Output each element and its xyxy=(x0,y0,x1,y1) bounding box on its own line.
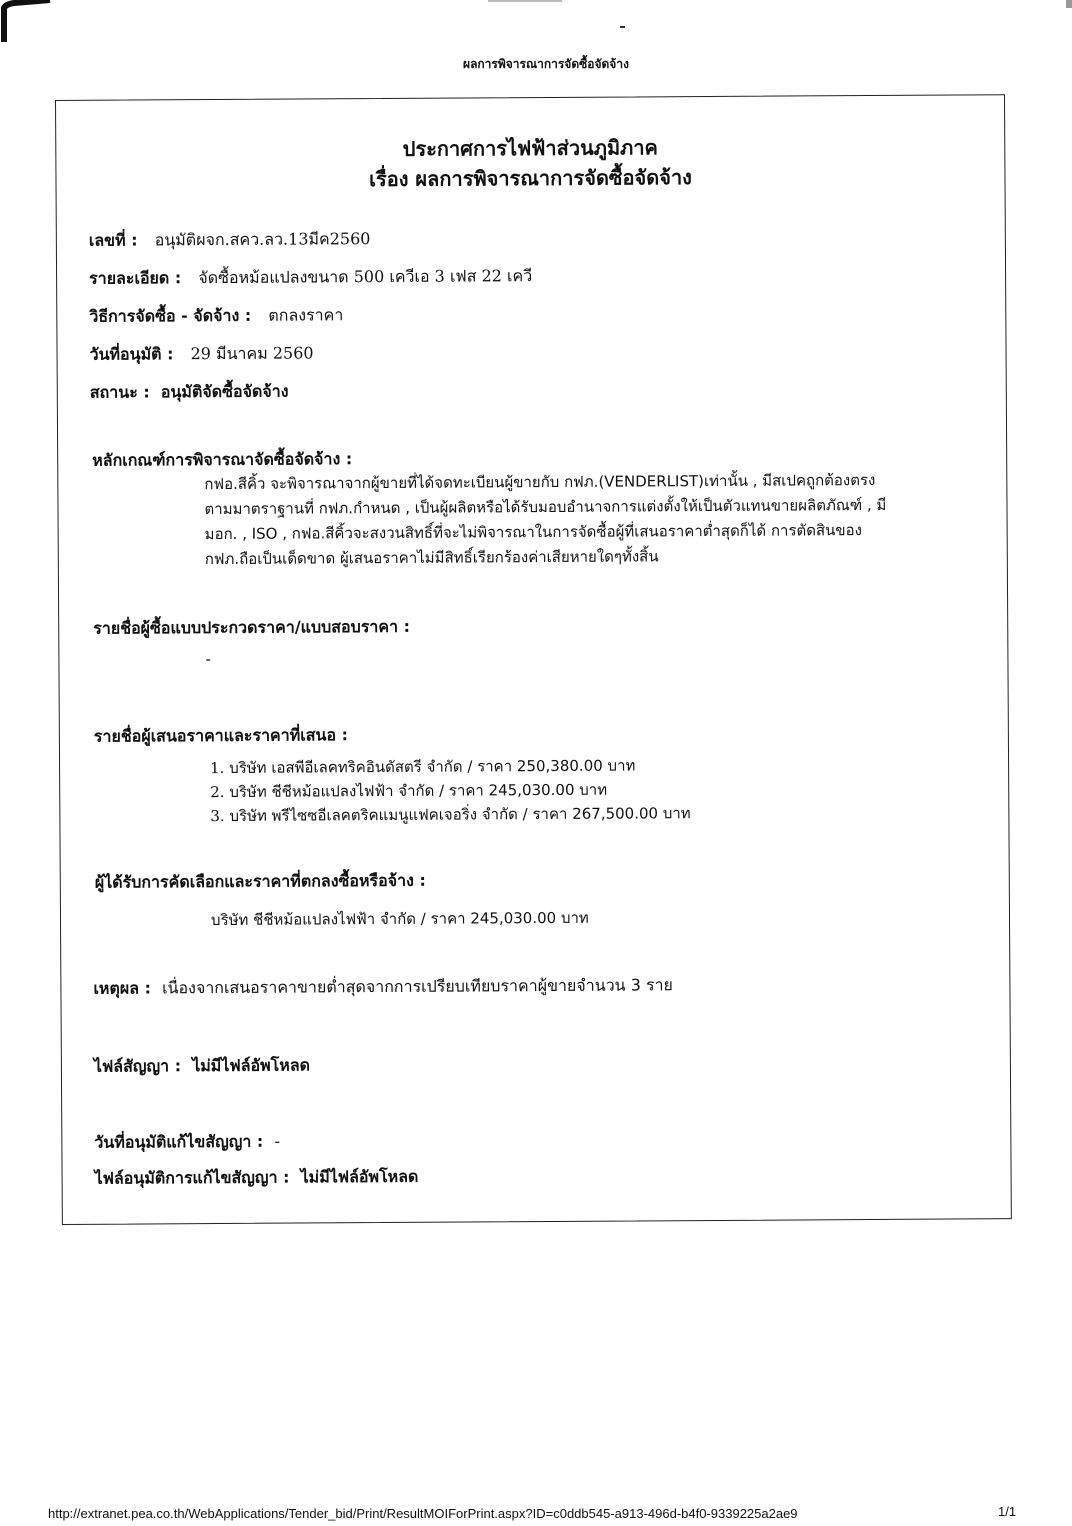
announcement-subject: เรื่อง ผลการพิจารณาการจัดซื้อจัดจ้าง xyxy=(368,165,692,192)
amend-file-row xyxy=(95,1165,419,1192)
criteria-line: กฟอ.สีคิ้ว จะพิจารณาจากผู้ขายที่ได้จดทะเบียนผู้ขายกับ กฟภ.(VENDERLIST)เท่านั้น , มีสเปคถูกต้องตรง xyxy=(204,470,876,494)
field-number xyxy=(89,227,371,254)
reason-row xyxy=(93,973,673,1002)
criteria-line: กฟภ.ถือเป็นเด็ดขาด ผู้เสนอราคาไม่มีสิทธิ์เรียกร้องค่าเสียหายใดๆทั้งสิ้น xyxy=(204,547,659,569)
bidder-index: 2. xyxy=(210,782,225,802)
criteria-heading: หลักเกณฑ์การพิจารณาจัดซื้อจัดจ้าง : xyxy=(92,449,353,470)
bidder-item xyxy=(210,801,690,828)
field-method-value: ตกลงราคา xyxy=(268,305,344,325)
contract-file-value: ไม่มีไฟล์อัพโหลด xyxy=(192,1055,311,1076)
contract-file-row xyxy=(94,1053,310,1079)
reason-label: เหตุผล : xyxy=(93,978,152,998)
criteria-line: มอก. , ISO , กฟอ.สีคิ้วจะสงวนสิทธิ์ที่จะไม่พิจารณาในการจัดซื้อผู้ที่เสนอราคาต่ำสุดก็ได้ การตัดสินของ xyxy=(204,521,863,544)
bidder-text: บริษัท พรีไซซอีเลคตริคแมนูแฟคเจอริ่ง จำกัด / ราคา 267,500.00 บาท xyxy=(229,804,691,825)
field-approve-date-value: 29 มีนาคม 2560 xyxy=(190,343,314,364)
field-number-value: อนุมัติผจก.สคว.ลว.13มีค2560 xyxy=(154,229,371,250)
field-method-label: วิธีการจัดซื้อ - จัดจ้าง : xyxy=(89,305,252,326)
buyers-value: - xyxy=(205,650,211,669)
footer-url: http://extranet.pea.co.th/WebApplications/Tender_bid/Print/ResultMOIForPrint.aspx?ID=c0ddb545-a913-496d-b4f0-9339225a2ae9 xyxy=(48,1506,798,1521)
field-detail-label: รายละเอียด : xyxy=(89,268,182,288)
field-status-label: สถานะ : xyxy=(89,382,150,402)
scan-speck xyxy=(620,26,625,28)
buyers-heading: รายชื่อผู้ซื้อแบบประกวดราคา/แบบสอบราคา : xyxy=(93,616,411,638)
scan-top-mark xyxy=(488,0,562,2)
scan-corner-mark xyxy=(0,0,52,42)
page-header-title: ผลการพิจารณาการจัดซื้อจัดจ้าง xyxy=(463,57,629,71)
field-approve-date-label: วันที่อนุมัติ : xyxy=(89,344,174,364)
announcement-title: ประกาศการไฟฟ้าส่วนภูมิภาค xyxy=(402,135,658,161)
field-status-value: อนุมัติจัดซื้อจัดจ้าง xyxy=(160,381,289,402)
bidder-index: 3. xyxy=(210,806,225,826)
amend-date-value: - xyxy=(274,1131,281,1151)
bidder-item xyxy=(210,753,635,780)
amend-file-value: ไม่มีไฟล์อัพโหลด xyxy=(300,1166,419,1187)
field-detail xyxy=(89,264,532,292)
field-status xyxy=(90,380,289,406)
amend-date-label: วันที่อนุมัติแก้ไขสัญญา : xyxy=(94,1131,264,1152)
amend-file-label: ไฟล์อนุมัติการแก้ไขสัญญา : xyxy=(94,1167,290,1188)
winner-value: บริษัท ชีชีหม้อแปลงไฟฟ้า จำกัด / ราคา 245,030.00 บาท xyxy=(210,908,589,930)
bidder-text: บริษัท ชีชีหม้อแปลงไฟฟ้า จำกัด / ราคา 245,030.00 บาท xyxy=(229,780,608,801)
field-number-label: เลขที่ : xyxy=(88,230,138,250)
footer-page-number: 1/1 xyxy=(998,1504,1017,1519)
criteria-line: ตามมาตราฐานที่ กฟภ.กำหนด , เป็นผู้ผลิตหรือได้รับมอบอำนาจการแต่งตั้งให้เป็นตัวแทนขายผลิตภัณฑ์ , มี xyxy=(204,495,887,519)
title-block xyxy=(56,130,1004,196)
bidder-item xyxy=(210,778,607,804)
announcement-frame xyxy=(55,94,1012,1225)
field-method xyxy=(89,303,343,330)
field-approve-date xyxy=(89,341,313,367)
contract-file-label: ไฟล์สัญญา : xyxy=(93,1056,182,1076)
reason-value: เนื่องจากเสนอราคาขายต่ำสุดจากการเปรียบเทียบราคาผู้ขายจำนวน 3 ราย xyxy=(162,975,673,998)
bidder-text: บริษัท เอสพีอีเลคทริคอินดัสตรี จำกัด / ราคา 250,380.00 บาท xyxy=(229,756,636,777)
bidders-heading: รายชื่อผู้เสนอราคาและราคาที่เสนอ : xyxy=(93,725,349,746)
field-detail-value: จัดซื้อหม้อแปลงขนาด 500 เควีเอ 3 เฟส 22 เควี xyxy=(198,266,533,288)
winner-heading: ผู้ได้รับการคัดเลือกและราคาที่ตกลงซื้อหรือจ้าง : xyxy=(94,870,426,892)
criteria-text xyxy=(204,467,985,572)
amend-date-row xyxy=(94,1130,280,1156)
bidder-index: 1. xyxy=(210,758,225,778)
scan-edge-mark xyxy=(1066,0,1072,8)
